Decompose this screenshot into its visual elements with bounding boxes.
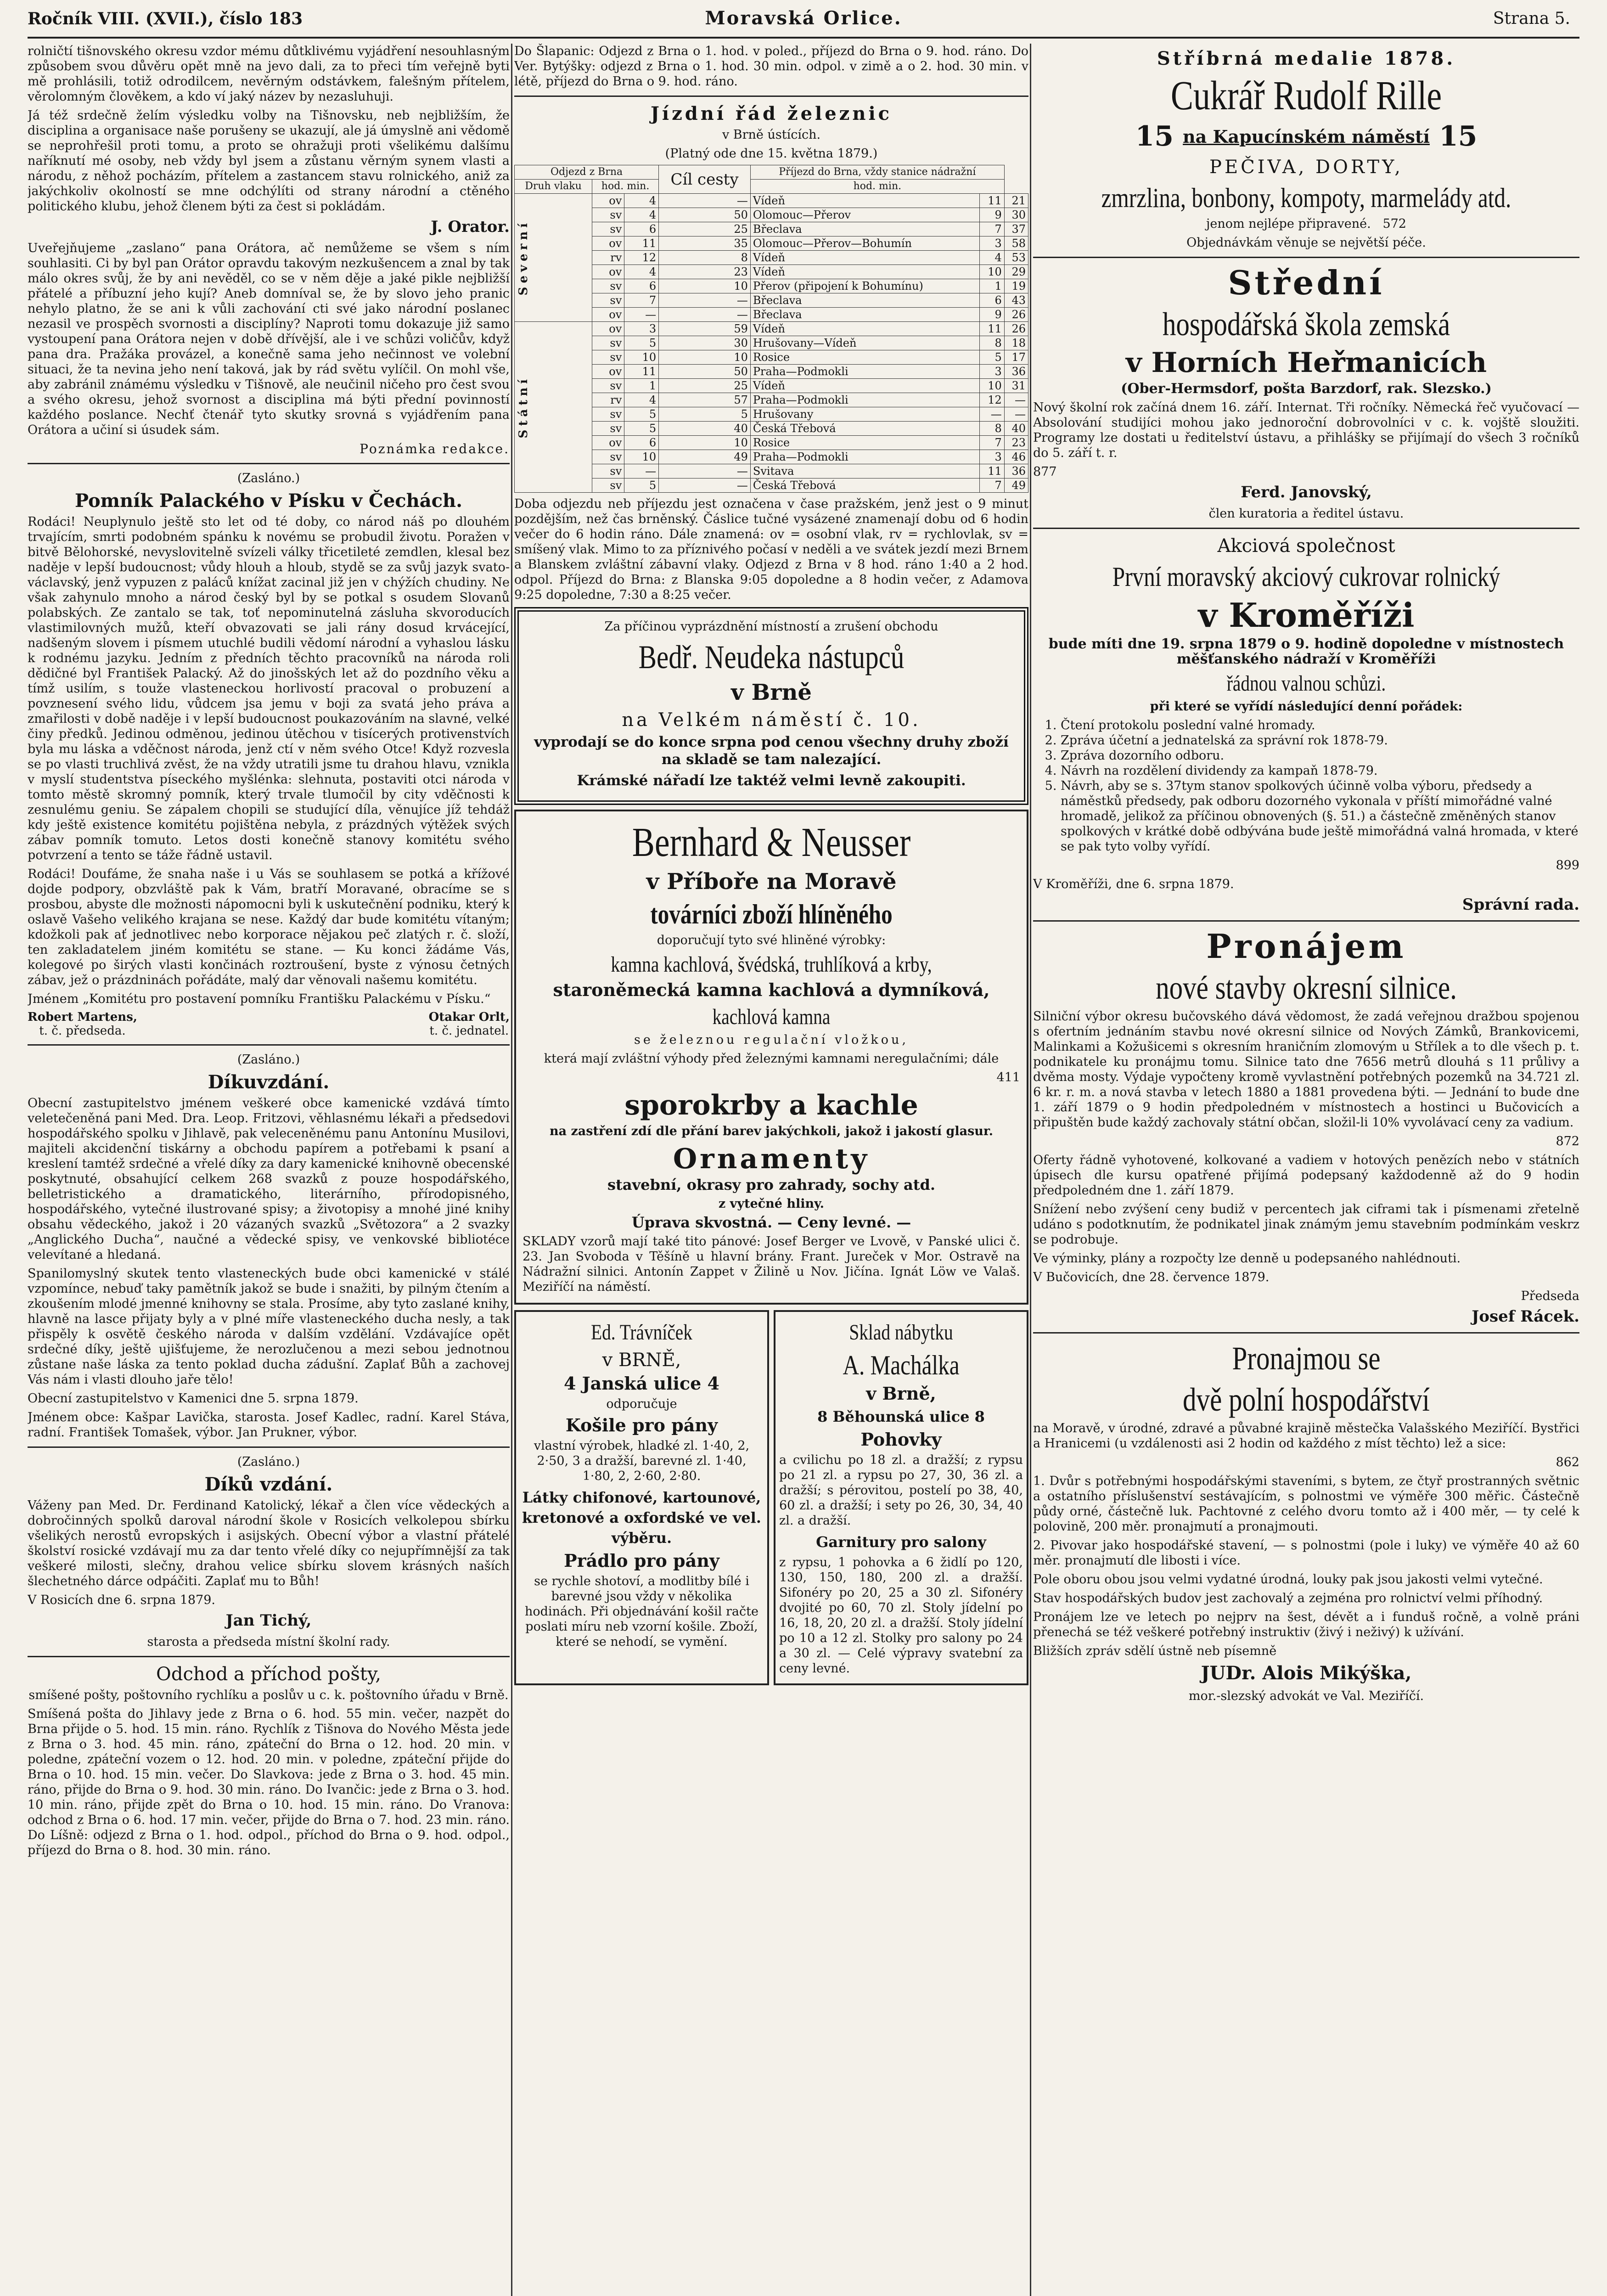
bn-kachl: kachlová kamna bbox=[712, 1005, 831, 1029]
bn-vlozka: se železnou regulační vložkou, bbox=[634, 1033, 909, 1047]
timetable-cell: — bbox=[624, 308, 659, 322]
dik-title: Díkuvzdání. bbox=[208, 1071, 330, 1093]
timetable-cell: 11 bbox=[979, 322, 1004, 336]
pomnik-title: Pomník Palackého v Písku v Čechách. bbox=[74, 490, 463, 512]
pron-text2: Oferty řádně vyhotovené, kolkované a vadiem v hotových penězích nebo v státních úpisech dle kursu opatřené přijímá podepsaný každodenně až do 9 hodin předpoledném dne 1. září 1879. bbox=[1033, 1153, 1579, 1198]
skola-t1: Střední bbox=[1228, 263, 1385, 302]
pomnik-text: Rodáci! Doufáme, že snaha naše i u Vás se souhlasem se potká a křížové dojde podpory, obzvláště pak k Vám, bratří Moravané, obracíme se s prosbou, abyste dle možnosti nápomocni byli k uskutečnění podniku, který k oslavě Vašeho velikého krajana se nese. Každý dar bude komitétu vítaným; kdožkoli pak ať jednotlivec nebo korporace nějakou peč zlatých r. č. složí, ten zakladatelem jiném komitétu se stane. — Ku konci žádáme Vás, kolegové po širých vlasti končinách roztroušení, byste z výnosu četných zábav, jež o prázdninách pořádáte, malý dar věnovali našemu komitétu. bbox=[28, 867, 510, 987]
timetable-head-kind: Druh vlaku bbox=[515, 180, 592, 194]
pomnik-signers bbox=[28, 1010, 510, 1038]
timetable-cell: Břeclava bbox=[750, 308, 979, 322]
timetable-row bbox=[515, 322, 1028, 336]
timetable-cell: 40 bbox=[659, 422, 751, 436]
timetable-cell: Česká Třebová bbox=[750, 422, 979, 436]
timetable-cell: 5 bbox=[624, 336, 659, 350]
hosp-number: 862 bbox=[1556, 1455, 1579, 1469]
timetable-cell: 30 bbox=[1004, 208, 1028, 222]
timetable-cell: 26 bbox=[1004, 322, 1028, 336]
neudek-text: vyprodají se do konce srpna pod cenou všechny druhy zboží na skladě se tam nalezající. bbox=[534, 734, 1009, 768]
timetable-head-hm2: hod. min. bbox=[750, 180, 1004, 194]
timetable-cell: 6 bbox=[979, 293, 1004, 308]
timetable-cell: 18 bbox=[1004, 336, 1028, 350]
timetable-cell: 10 bbox=[659, 436, 751, 450]
timetable-cell: 49 bbox=[659, 450, 751, 464]
timetable-cell: 5 bbox=[979, 350, 1004, 365]
timetable-cell: — bbox=[659, 478, 751, 493]
bn-offer: doporučují tyto své hliněné výrobky: bbox=[657, 933, 886, 947]
hosp-item: Pole oboru obou jsou velmi vydatné úrodná, louky pak jsou jakosti velmi vytečné. bbox=[1033, 1572, 1543, 1587]
timetable-cell: 21 bbox=[1004, 194, 1028, 208]
skola-role: člen kuratoria a ředitel ústavu. bbox=[1208, 506, 1404, 521]
skola-text: Nový školní rok začíná dnem 16. září. Internat. Tři ročníky. Německá řeč vyučovací — Absolování studijíci mohou jako jednoroční dobrovolníci v c. k. vojště sloužiti. Programy lze dostati u ředitelství ústavu, a přihlášky se přijímají do všech 3 ročníků do 5. září t. r. bbox=[1033, 400, 1579, 460]
pron-signature: Josef Rácek. bbox=[1472, 1307, 1579, 1326]
mach-p2: z rypsu, 1 pohovka a 6 židlí po 120, 130, 150, 180, 200 zl. a dražší. Sifonéry po 20, 25 a 30 zl. Sifonéry dvojité po 60, 70 zl. Stoly jídelní po 16, 18, 20, 20 zl. a dražší. Stoly jídelní po 10 a 12 zl. Stolky pro salony po 24 a 30 zl. — Celé výpravy svatební za ceny levné. bbox=[779, 1555, 1023, 1676]
dik-text: Spanilomyslný skutek tento vlasteneckých bude obci kamenické v stálé vzpomínce, nebuď taky pamětník jakož se bude i snažiti, by pilným čtením a zkoušením mlodé jmenné knihovny se stala. Prosíme, aby tyto zaslané knihy, hlavně na lasce přijaty byly a v plné míře vlasteneckého ducha nesly, a tak přispěly k osvětě českého národa v dalším vzdělání. Vzdávajíce opět srdečné díky, ještě ujišťujeme, že nerozlučenou a mezi sebou jednotnou zůstane naše láska za tento poklad ducha zádušní. Zaplať Bůh a zachovej Vás nám i vlasti dlouho jaře tělo! bbox=[28, 1266, 510, 1387]
dik2-title: Díků vzdání. bbox=[204, 1474, 333, 1495]
timetable-group-label: Státní bbox=[515, 322, 592, 493]
timetable-cell: 1 bbox=[624, 379, 659, 393]
column-1 bbox=[28, 44, 510, 2296]
timetable-cell: 59 bbox=[659, 322, 751, 336]
timetable-cell: 23 bbox=[1004, 436, 1028, 450]
timetable-cell: sv bbox=[592, 222, 624, 236]
trav-recommends: odporučuje bbox=[606, 1397, 677, 1411]
neudek-city: v Brně bbox=[731, 680, 812, 705]
timetable-cell: sv bbox=[592, 293, 624, 308]
timetable-cell: 4 bbox=[624, 265, 659, 279]
separator bbox=[28, 463, 510, 464]
bn-which: která mají zvláštní výhody před železnými kamnami neregulačními; dále bbox=[544, 1052, 999, 1066]
signer: Otakar Orlt, t. č. jednatel. bbox=[428, 1010, 510, 1038]
timetable-cell: Vídeň bbox=[750, 322, 979, 336]
column-2 bbox=[514, 44, 1028, 2296]
orator-text: Já též srdečně želím výsledku volby na Tišnovsku, neb nejbližším, že disciplina a organisace naše porušeny se ukazují, ale já úmyslně ani vědomě se neprohřešil proti tomu, a proto se ohražuji proti všelikému dalšímu naříknutí mé osoby, neb vždy byl jsem a zůstanu věrným synem vlasti a národu, z něhož pocházím, přítelem a zastancem stavu rolnického, aniž za jakýchkoliv okolností se mne odchýlíti od strany národní a ctěného politického klubu, jehož členem býti za čest si pokládám. bbox=[28, 108, 510, 214]
separator bbox=[1033, 920, 1579, 922]
cukr-number: 899 bbox=[1556, 858, 1579, 872]
pron-place: V Bučovicích, dne 28. července 1879. bbox=[1033, 1270, 1270, 1284]
pron-t2: nové stavby okresní silnice. bbox=[1156, 969, 1457, 1006]
timetable-cell: Břeclava bbox=[750, 293, 979, 308]
separator bbox=[1033, 1332, 1579, 1334]
timetable-cell: Hrušovany—Vídeň bbox=[750, 336, 979, 350]
timetable-cell: 40 bbox=[1004, 422, 1028, 436]
hosp-text: na Moravě, v úrodné, zdravé a půvabné krajině městečka Valašského Meziříčí. Bystřici a Hranicemi (u vzdálenosti asi 2 hodin od každého z míst těchto) lež a sice: bbox=[1033, 1421, 1579, 1451]
hosp-item: Pronájem lze ve letech po nejprv na šest, dévět a i funduš ročně, a volně práni přenechá se též veškeré potřebný instruktiv (živý i neživý) k užívání. bbox=[1033, 1610, 1579, 1639]
agenda-item: 3. Zpráva dozorního odboru. bbox=[1061, 748, 1579, 763]
timetable-cell: — bbox=[1004, 393, 1028, 407]
timetable-cell: Přerov (připojení k Bohumínu) bbox=[750, 279, 979, 293]
timetable-cell: ov bbox=[592, 436, 624, 450]
timetable-group-label: Severní bbox=[515, 194, 592, 322]
timetable-cell: 7 bbox=[979, 478, 1004, 493]
rille-street: na Kapucínském náměstí bbox=[1183, 126, 1430, 147]
timetable-cell: 5 bbox=[624, 422, 659, 436]
timetable-cell: 36 bbox=[1004, 365, 1028, 379]
cukr-signature: Správní rada. bbox=[1462, 895, 1579, 914]
bn-clay: z vytečné hliny. bbox=[718, 1197, 825, 1211]
timetable-cell: 12 bbox=[624, 251, 659, 265]
trav-city: v BRNĚ, bbox=[602, 1350, 681, 1371]
timetable-cell: 5 bbox=[624, 407, 659, 422]
timetable-cell: 11 bbox=[624, 236, 659, 251]
zaslano-label: (Zasláno.) bbox=[237, 1455, 300, 1469]
bn-colors: na zastření zdí dle přání barev jakýchkoli, jakož i jakostí glasur. bbox=[549, 1124, 994, 1138]
timetable-cell: 29 bbox=[1004, 265, 1028, 279]
hosp-item: Bližších zpráv sdělí ústně neb písemně bbox=[1033, 1644, 1277, 1658]
medal: Stříbrná medalie 1878. bbox=[1157, 48, 1456, 69]
timetable-valid: (Platný ode dne 15. května 1879.) bbox=[665, 146, 878, 161]
column-3 bbox=[1033, 44, 1579, 2296]
rille-number: 15 bbox=[1438, 120, 1478, 152]
rille-list2: zmrzlina, bonbony, kompoty, marmelády atd. bbox=[1101, 183, 1511, 213]
separator bbox=[514, 96, 1028, 97]
hosp-item: 1. Dvůr s potřebnými hospodářskými staveními, s bytem, ze čtyř prostranných světnic a ostatního příslušenství sestávajícím, s polnostmi ve výměře 300 měřic. Částečně půdy orné, částečně luk. Pachtovné z celého dvoru tomto až i 400 měr, — ty celé k polovině, 200 měr. pronajmutí a pronajmouti. bbox=[1033, 1474, 1579, 1534]
timetable-cell: ov bbox=[592, 194, 624, 208]
hosp-signature: JUDr. Alois Mikýška, bbox=[1201, 1662, 1412, 1684]
agenda-item: 1. Čtení protokolu poslední valné hromady. bbox=[1061, 718, 1579, 733]
newspaper-title: Moravská Orlice. bbox=[705, 7, 902, 29]
mach-address: 8 Běhounská ulice 8 bbox=[817, 1408, 985, 1425]
timetable-cell: 57 bbox=[659, 393, 751, 407]
timetable-cell: 49 bbox=[1004, 478, 1028, 493]
timetable-cell: 19 bbox=[1004, 279, 1028, 293]
separator bbox=[28, 1446, 510, 1448]
zaslano-label: (Zasláno.) bbox=[237, 471, 300, 485]
hosp-t2: dvě polní hospodářství bbox=[1183, 1381, 1430, 1418]
timetable-head-dest: Cíl cesty bbox=[659, 165, 751, 194]
timetable-cell: 7 bbox=[979, 222, 1004, 236]
mach-title1: Sklad nábytku bbox=[849, 1320, 953, 1345]
timetable-cell: Svitava bbox=[750, 464, 979, 478]
hosp-t1: Pronajmou se bbox=[1232, 1340, 1381, 1377]
pron-text4: Ve výminky, plány a rozpočty lze denně u podepsaného nahlédnouti. bbox=[1033, 1251, 1461, 1266]
timetable-cell: 43 bbox=[1004, 293, 1028, 308]
timetable-cell: 30 bbox=[659, 336, 751, 350]
trav-item2: Látky chifonové, kartounové, kretonové a oxfordské ve vel. výběru. bbox=[522, 1489, 761, 1547]
bn-number: 411 bbox=[996, 1070, 1020, 1085]
timetable-cell: 4 bbox=[624, 393, 659, 407]
timetable-cell: sv bbox=[592, 379, 624, 393]
timetable-cell: Břeclava bbox=[750, 222, 979, 236]
pron-number: 872 bbox=[1556, 1134, 1579, 1148]
bernhard-neusser-ad bbox=[514, 810, 1028, 1305]
rille-note2: Objednávkám věnuje se největší péče. bbox=[1186, 236, 1426, 250]
timetable-cell: 5 bbox=[659, 407, 751, 422]
trav-item3: Prádlo pro pány bbox=[564, 1550, 719, 1571]
pron-role: Předseda bbox=[1521, 1289, 1579, 1303]
skola-t4: (Ober-Hermsdorf, pošta Barzdorf, rak. Slezsko.) bbox=[1121, 381, 1492, 397]
signer: Robert Martens, t. č. předseda. bbox=[28, 1010, 137, 1038]
machalka-ad bbox=[774, 1310, 1028, 1685]
hosp-item: 2. Pivovar jako hospodářské stavení, — s polnostmi (pole i luky) ve výměře 40 až 60 měr. pronajmutí dle libosti i více. bbox=[1033, 1538, 1579, 1568]
timetable-cell: — bbox=[659, 293, 751, 308]
cukr-t3: v Kroměříži bbox=[1198, 596, 1415, 635]
neudek-address: na Velkém náměstí č. 10. bbox=[622, 709, 921, 731]
pron-t1: Pronájem bbox=[1206, 927, 1406, 966]
timetable-cell: Olomouc—Přerov—Bohumín bbox=[750, 236, 979, 251]
dik-text: Obecní zastupitelstvo jménem veškeré obce kamenické vzdává tímto veletečeněná pani Med. Dra. Leop. Fritzovi, věhlasnému lékaři a předsedovi hospodářského spolku v Jihlavě, pak veleceněnému panu Antonínu Musilovi, majiteli akcidenční tiskárny a obchodu papírem a potřebami k psaní a kreslení tamtéž srdečné a vřelé díky za dary kamenické knihovně obecenské poskytnuté, obsahující celkem 268 svazků z pouze hospodářského, belletristického a dramatického, literárního, přírodopisného, hospodářského, vytečné ilustrované spisy; a životopisy a mnohé jiné knihy obsahu vědeckého, jakož i 20 vázaných svazků „Světozora“ a 2 svazky „Anglického Ducha“, naučné a vědecké spisy, ve venkovské bibliotéce velevítané a hledaná. bbox=[28, 1096, 510, 1262]
rille-note: jenom nejlépe připravené. 572 bbox=[1206, 217, 1406, 231]
pomnik-end: Jménem „Komitétu pro postavení pomníku Františku Palackému v Písku.“ bbox=[28, 992, 491, 1006]
timetable-cell: 11 bbox=[624, 365, 659, 379]
timetable bbox=[514, 165, 1028, 493]
hosp-role: mor.-slezský advokát ve Val. Meziříčí. bbox=[1188, 1689, 1424, 1703]
cukr-place: V Kroměříži, dne 6. srpna 1879. bbox=[1033, 877, 1234, 891]
timetable-cell: 1 bbox=[979, 279, 1004, 293]
timetable-cell: sv bbox=[592, 208, 624, 222]
timetable-cell: sv bbox=[592, 422, 624, 436]
bn-stare: staroněmecká kamna kachlová a dymníková, bbox=[553, 979, 990, 1000]
dik2-role: starosta a předseda místní školní rady. bbox=[147, 1635, 390, 1649]
timetable-cell: sv bbox=[592, 464, 624, 478]
timetable-cell: Česká Třebová bbox=[750, 478, 979, 493]
mach-garnitury: Garnitury pro salony bbox=[816, 1533, 986, 1551]
bn-sporokrby: sporokrby a kachle bbox=[624, 1089, 918, 1121]
timetable-cell: 4 bbox=[979, 251, 1004, 265]
timetable-cell: 9 bbox=[979, 208, 1004, 222]
timetable-cell: 10 bbox=[979, 265, 1004, 279]
separator bbox=[1033, 257, 1579, 258]
mach-pohovky: Pohovky bbox=[860, 1429, 942, 1450]
timetable-cell: 8 bbox=[979, 422, 1004, 436]
neudek-tools: Krámské nářadí lze taktéž velmi levně zakoupiti. bbox=[577, 772, 966, 789]
timetable-cell: Rosice bbox=[750, 350, 979, 365]
timetable-cell: sv bbox=[592, 279, 624, 293]
timetable-cell: 9 bbox=[979, 308, 1004, 322]
timetable-cell: 5 bbox=[624, 478, 659, 493]
masthead bbox=[28, 5, 1579, 39]
bn-depots: SKLADY vzorů mají také tito pánové: Josef Berger ve Lvově, v Panské ulici č. 23. Jan Svoboda v Těšíně u hlavní brány. Frant. Jureček v Mor. Ostravě na Nádražní silnici. Antonín Zappet v Žilině u Nov. Jičína. Ignát Löw ve Valaš. Meziříčí na náměstí. bbox=[523, 1234, 1020, 1294]
rille-address bbox=[1033, 121, 1579, 152]
post-subtitle: smíšené pošty, poštovního rychlíku a poslův u c. k. poštovního úřadu v Brně. bbox=[28, 1688, 509, 1702]
orator-text: rolničtí tišnovského okresu vzdor mému důtklivému vyjádření nesouhlasným způsobem svou důvěru opět mně na jevo dali, za to přeci tím veřejně byti mě prohlásili, totiž odrodilcem, nevěrným odstávkem, falešným přítelem, věrolomným člověkem, a kdo ví jaký název by nezasluhuji. bbox=[28, 44, 510, 104]
dik2-text: Váženy pan Med. Dr. Ferdinand Katolický, lékař a člen více vědeckých a dobročinných spolků daroval národní škole v Rosicích velkolepou sbírku všelikých nerostů evropských i asijských. Obecní výbor a vlastní přátelé školství rosické vzdávají mu za dar tento vřelé díky co nejupřímnější za tak veškeré milosti, slečny, drahou velice sbírku slovem krásných naších šlechetného dárce odpáčiti. Zaplať mu to Bůh! bbox=[28, 1498, 510, 1588]
timetable-title: Jízdní řád železnic bbox=[650, 103, 893, 124]
bn-place: v Příboře na Moravě bbox=[646, 869, 897, 895]
cukr-t5: řádnou valnou schůzi. bbox=[1226, 671, 1386, 696]
timetable-cell: sv bbox=[592, 450, 624, 464]
timetable-cell: 58 bbox=[1004, 236, 1028, 251]
bn-build: stavební, okrasy pro zahrady, sochy atd. bbox=[607, 1176, 935, 1193]
skola-signature: Ferd. Janovský, bbox=[1241, 483, 1372, 501]
post-continued: Do Šlapanic: Odjezd z Brna o 1. hod. v poled., příjezd do Brna o 9. hod. ráno. Do Ver. Bytýšky: odjezd z Brna o 1. hod. 30 min. odpol. v zimě a o 2. hod. 30 min. v létě, příjezd do Brna o 9. hod. ráno. bbox=[514, 44, 1028, 89]
travnicek-ad bbox=[514, 1310, 769, 1685]
separator bbox=[1033, 528, 1579, 529]
timetable-cell: — bbox=[979, 407, 1004, 422]
timetable-cell: 4 bbox=[624, 194, 659, 208]
timetable-cell: ov bbox=[592, 265, 624, 279]
timetable-cell: 8 bbox=[659, 251, 751, 265]
post-text: Smíšená pošta do Jihlavy jede z Brna o 6. hod. 55 min. večer, nazpět do Brna přijde o 5. hod. 15 min. ráno. Rychlík z Tišnova do Nového Města jede z Brna o 3. hod. 45 min. ráno, zpáteční do Brna o 12. hod. 20 min. v poledne, zpáteční vozem o 12. hod. 20 min. v poledne, zpáteční přijde do Brna o 10. hod. 15 min. večer. Do Slavkova: jede z Brna o 3. hod. 45 min. ráno, přijde do Brna o 9. hod. 30 min. ráno. Do Ivančic: jede z Brna o 3. hod. 10 min. ráno, přijde zpět do Brna o 10. hod. 15 min. ráno. Do Vranova: odchod z Brna o 6. hod. 17 min. večer, přijde do Brna o 7. hod. 23 min. ráno. Do Líšně: odjezd z Brna o 1. hod. odpol., příchod do Brna o 9. hod. odpol., příjezd do Brna o 8. hod. 30 min. ráno. bbox=[28, 1707, 510, 1857]
pron-text: Silniční výbor okresu bučovského dává vědomost, že zadá veřejnou dražbou spojenou s ofertním jednáním stavbu nové okresní silnice od Nových Zámků, Brankovicemi, Malinkami a Kožušicemi s okresním hraničním zlomovým u Střílek a to dle všech p. t. podnikatele ku pronájmu tomu. Silnice tato dne 7656 metrů dlouhá s 11 průlivy a dvěma mosty. Výdaje vypočteny kromě vyvlastnění potřebných pozemků na 34.721 zl. 6 kr. r. m. a nová stavba v letech 1880 a 1881 provedena býti. — Jednání to bude dne 1. září 1879 o 9 hodin předpoledném v místnostech a hostinci u Bučovicích a připuštěn bude každý zachovaly státní občan, složil-li 10% vyvolávací ceny za vadium. bbox=[1033, 1009, 1579, 1130]
timetable-cell: Vídeň bbox=[750, 265, 979, 279]
mach-p1: a cvilichu po 18 zl. a dražší; z rypsu po 21 zl. a rypsu po 27, 30, 36 zl. a dražší; s pérovitou, postelí po 38, 40, 60 zl. a dražší; i sety po 26, 30, 34, 40 zl. a dražší. bbox=[779, 1453, 1023, 1528]
timetable-cell: — bbox=[659, 464, 751, 478]
timetable-cell: sv bbox=[592, 478, 624, 493]
timetable-cell: 25 bbox=[659, 379, 751, 393]
timetable-cell: Rosice bbox=[750, 436, 979, 450]
dik-text: Obecní zastupitelstvo v Kamenici dne 5. srpna 1879. bbox=[28, 1391, 359, 1406]
timetable-cell: 10 bbox=[979, 379, 1004, 393]
rille-title: Cukrář Rudolf Rille bbox=[1170, 73, 1442, 118]
timetable-row bbox=[515, 194, 1028, 208]
timetable-cell: ov bbox=[592, 322, 624, 336]
timetable-cell: 6 bbox=[624, 279, 659, 293]
agenda-item: 2. Zpráva účetní a jednatelská za správní rok 1878-79. bbox=[1061, 733, 1579, 748]
timetable-cell: Vídeň bbox=[750, 251, 979, 265]
column-rule bbox=[511, 44, 512, 2296]
timetable-cell: 10 bbox=[659, 279, 751, 293]
timetable-head-dep: Odjezd z Brna bbox=[515, 165, 659, 180]
editor-note: Uveřejňujeme „zaslano“ pana Orátora, ač nemůžeme se všem s ním souhlasiti. Ci by byl pan Orátor opravdu takovým nezkušencem a znal by tak málo okres svůj, že by ani nevěděl, co se v něm děje a jaké pikle nejbližší přátelé a příbuzní jeho kují? Aneb domníval se, že by slovo jeho pranic nehylo platno, že se ani k vůli zachování cti své jako národní poslanec nezasil ve prospěch svornosti a disciplíny? Naproti tomu dokazuje již samo vystoupení pana Orátora nejen v době dřívější, ale i ve schůzi voličův, když pana dra. Pražáka provázel, a konečně sama jeho nečinnost ve volební situaci, že ta nevina jeho není taková, jak by rád světu vylíčil. On mohl vše, aby zabránil známému výsledku v Tišnově, ale neučinil ničeho pro čest svou a svého okresu, jehož svornost a disciplina má býti přední povinností každého poslance. Nechť čtenář tyto skutky srovná s vyjádřením pana Orátora a učiní si úsudek sám. bbox=[28, 241, 510, 437]
neudek-title: Bedř. Neudeka nástupců bbox=[638, 639, 905, 675]
bn-slogan: Úprava skvostná. — Ceny levné. — bbox=[631, 1214, 911, 1231]
pomnik-text: Rodáci! Neuplynulo ještě sto let od té doby, co národ náš po dlouhém trvajícím, smrti podobném spánku k novému se probudil životu. Poražen v bitvě Bělohorské, nevyslovitelně svízeli války třicetileté zemdlen, klesal bez naděje v lepší budoucnost; vůdy hlouh a hloub, stydě se za svůj jazyk svato-václavský, jenž vypuzen z paláců knížat zacinal již jen v chýžích chudiny. Ne však zahynulo mnoho a národ český byl by se potkal s osudem Slovanů polabských. Ze zantalo se tak, toť nepominutelná zásluha skvoroducích vlastimilovných mužů, kteří obvazovati se jali rány dosud krvácející, nadšeným slovem i písmem utuchlé budili vědomí národní a vyhaslou lásku k rodnému jazyku. Jedním z předních těchto pracovníků na národa roli dědičné byl František Palacký. Až do jinošských let až do pozdního věku a tímž usilím, s touže vlasteneckou horlivostí pracoval o probuzení a povznesení svého lidu, vůdcem jsa jemu v boji za svatá jeho práva a zmařilosti v době naděje i v lepší budoucnost poukazováním na slavné, velké činy předků. Jedinou odměnou, jedinou útěchou v tisícerých protivenstvích byla mu láska a vděčnost národa, jenž ctí v něm svého Otce! Když rozvesla se po vlasti truchlivá zvěst, že na vždy utratili jsme tu drahou hlavu, vznikla v myslí studentstva píseckého myšlénka: slehnuta, postaviti otci národa v tomto městě skromný pomník, který trvale tlumočil by city vděčnosti k zesnulému geniu. Se zápalem chopili se studující díla, věnujíce jíž tehdáž kdy ještě existence komitétu pojištěna nebyla, z prázdných výtěžek svých zábav pomník tomuto. Letos dosti konečně stanovy komitétu svého potvrzení a tento se táže řádně ustavil. bbox=[28, 515, 510, 862]
cukr-t1: Akciová společnost bbox=[1217, 535, 1395, 557]
rille-list: PEČIVA, DORTY, bbox=[1209, 157, 1403, 178]
timetable-cell: — bbox=[624, 464, 659, 478]
timetable-cell: 37 bbox=[1004, 222, 1028, 236]
timetable-head-hm: hod. min. bbox=[592, 180, 659, 194]
timetable-cell: sv bbox=[592, 407, 624, 422]
mach-city: v Brně, bbox=[866, 1383, 936, 1404]
timetable-cell: Vídeň bbox=[750, 194, 979, 208]
trav-address: 4 Janská ulice 4 bbox=[564, 1373, 719, 1394]
timetable-cell: Vídeň bbox=[750, 379, 979, 393]
timetable-cell: 17 bbox=[1004, 350, 1028, 365]
timetable-cell: 26 bbox=[1004, 308, 1028, 322]
bn-factory: továrníci zboží hlíněného bbox=[650, 899, 893, 929]
orator-signature: J. Orator. bbox=[431, 218, 510, 236]
bottom-ads bbox=[514, 1310, 1028, 1685]
timetable-cell: 4 bbox=[624, 208, 659, 222]
timetable-cell: 31 bbox=[1004, 379, 1028, 393]
skola-t3: v Horních Heřmanicích bbox=[1125, 347, 1487, 379]
timetable-cell: 3 bbox=[979, 365, 1004, 379]
timetable-cell: 36 bbox=[1004, 464, 1028, 478]
timetable-cell: sv bbox=[592, 350, 624, 365]
timetable-cell: ov bbox=[592, 236, 624, 251]
timetable-cell: 8 bbox=[979, 336, 1004, 350]
timetable-cell: Praha—Podmokli bbox=[750, 393, 979, 407]
timetable-cell: rv bbox=[592, 393, 624, 407]
timetable-cell: 23 bbox=[659, 265, 751, 279]
cukr-t6: při které se vyřídí následující denní pořádek: bbox=[1150, 699, 1463, 714]
agenda-item: 4. Návrh na rozdělení dividendy za kampaň 1878-79. bbox=[1061, 763, 1579, 778]
trav-title: Ed. Trávníček bbox=[591, 1320, 692, 1345]
hosp-item: Stav hospodářských budov jest zachovalý a zejména pro rolnictví velmi příhodný. bbox=[1033, 1591, 1543, 1605]
timetable-cell: 7 bbox=[624, 293, 659, 308]
bn-title: Bernhard & Neusser bbox=[632, 820, 911, 865]
timetable-cell: 50 bbox=[659, 365, 751, 379]
timetable-cell: 53 bbox=[1004, 251, 1028, 265]
pron-text3: Snížení nebo zvýšení ceny budiž v percentech jak ciframi tak i písmenami zřetelně udáno s podotknutím, že podnikatel jinak známým jemu stavebním podmínkám veskrz se podrobuje. bbox=[1033, 1202, 1579, 1247]
timetable-cell: Praha—Podmokli bbox=[750, 450, 979, 464]
timetable-cell: rv bbox=[592, 251, 624, 265]
timetable-cell: 11 bbox=[979, 464, 1004, 478]
dik-signers: Jménem obce: Kašpar Lavička, starosta. Josef Kadlec, radní. Karel Stáva, radní. František Tomašek, výbor. Jan Prukner, výbor. bbox=[28, 1410, 510, 1440]
issue-info: Ročník VIII. (XVII.), číslo 183 bbox=[28, 9, 303, 28]
rille-number: 15 bbox=[1135, 120, 1174, 152]
cukr-t2: První moravský akciový cukrovar rolnický bbox=[1112, 562, 1500, 592]
neudek-intro: Za příčinou vyprázdnění místností a zrušení obchodu bbox=[604, 619, 938, 634]
timetable-cell: 7 bbox=[979, 436, 1004, 450]
trav-item1: Košile pro pány bbox=[565, 1415, 718, 1435]
timetable-cell: — bbox=[659, 308, 751, 322]
timetable-notes: Doba odjezdu neb příjezdu jest označena v čase pražském, jenž jest o 9 minut pozdějším, než čas brněnský. Čáslice tučné vysázené znamenají dobu od 6 hodin večer do 6 hodin ráno. Dále znamená: ov = osobní vlak, rv = rychlovlak, sv = smíšený vlak. Mimo to za příznivého počasí v neděli a ve svátek jezdí mezi Brnem a Blanskem zvláštní zábavní vlaky. Odjezd z Brna v 8 hod. ráno 1:40 a 2 hod. odpol. Příjezd do Brna: z Blanska 9:05 dopoledne a 8 hodin večer, z Adamova 9:25 dopoledne, 7:30 a 8:25 večer. bbox=[514, 497, 1028, 602]
mach-title2: A. Machálka bbox=[843, 1350, 960, 1380]
timetable-cell: — bbox=[1004, 407, 1028, 422]
timetable-cell: 35 bbox=[659, 236, 751, 251]
trav-item1-text: vlastní výrobek, hladké zl. 1·40, 2, 2·50, 3 a dražší, barevné zl. 1·40, 1·80, 2, 2·60, 2·80. bbox=[534, 1439, 750, 1483]
dik2-signature: Jan Tichý, bbox=[225, 1611, 312, 1630]
timetable-cell: 12 bbox=[979, 393, 1004, 407]
timetable-cell: 10 bbox=[624, 450, 659, 464]
timetable-head-arr: Příjezd do Brna, vždy stanice nádražní bbox=[750, 165, 1004, 180]
bn-ornamenty: Ornamenty bbox=[673, 1143, 870, 1175]
timetable-cell: ov bbox=[592, 365, 624, 379]
separator bbox=[28, 1044, 510, 1046]
timetable-cell: 25 bbox=[659, 222, 751, 236]
page-number: Strana 5. bbox=[1493, 9, 1570, 28]
timetable-cell: 6 bbox=[624, 436, 659, 450]
trav-item3-text: se rychle shotoví, a modlitby bílé i barevné jsou vždy v několika hodinách. Při objednávání košil račte poslati míru neb vzorní košile. Zboží, které se nehodí, se vymění. bbox=[525, 1574, 759, 1649]
timetable-subtitle: v Brně ústících. bbox=[722, 128, 821, 142]
timetable-cell: ov bbox=[592, 308, 624, 322]
timetable-cell: 50 bbox=[659, 208, 751, 222]
timetable-cell: Olomouc—Přerov bbox=[750, 208, 979, 222]
zaslano-label: (Zasláno.) bbox=[237, 1052, 300, 1067]
timetable-cell: 3 bbox=[979, 236, 1004, 251]
timetable-cell: sv bbox=[592, 336, 624, 350]
cukr-agenda bbox=[1061, 718, 1579, 854]
timetable-cell: 3 bbox=[624, 322, 659, 336]
timetable-cell: 3 bbox=[979, 450, 1004, 464]
separator bbox=[28, 1656, 510, 1657]
skola-t2: hospodářská škola zemská bbox=[1162, 306, 1450, 343]
timetable-cell: 10 bbox=[624, 350, 659, 365]
timetable-cell: — bbox=[659, 194, 751, 208]
neudek-ad bbox=[514, 607, 1028, 805]
bn-kamna: kamna kachlová, švédská, truhlíková a krby, bbox=[611, 952, 932, 977]
timetable-cell: 46 bbox=[1004, 450, 1028, 464]
timetable-cell: Praha—Podmokli bbox=[750, 365, 979, 379]
agenda-item: 5. Návrh, aby se s. 37tym stanov spolkových účinně volba výboru, předsedy a náměstků předsedy, pak odboru dozorného vykonala v příští mimořádné valné hromadě, jelikož za příčinou obnovených (§. 51.) a částečně změněných stanov spolkových v krátké době odbývána bude ještě mimořádná valná hromada, v které se pak tyto volby vyřídí. bbox=[1061, 778, 1579, 854]
timetable-cell: 6 bbox=[624, 222, 659, 236]
dik2-place: V Rosicích dne 6. srpna 1879. bbox=[28, 1593, 215, 1607]
column-rule bbox=[1030, 44, 1031, 2296]
post-title: Odchod a příchod pošty, bbox=[156, 1664, 381, 1685]
cukr-t4: bude míti dne 19. srpna 1879 o 9. hodině dopoledne v místnostech měšťanského nádraží v Kroměříži bbox=[1048, 636, 1564, 667]
timetable-cell: 11 bbox=[979, 194, 1004, 208]
skola-number: 877 bbox=[1033, 465, 1057, 479]
timetable-cell: Hrušovany bbox=[750, 407, 979, 422]
editor-note-sign: Poznámka redakce. bbox=[360, 441, 510, 456]
timetable-cell: 10 bbox=[659, 350, 751, 365]
